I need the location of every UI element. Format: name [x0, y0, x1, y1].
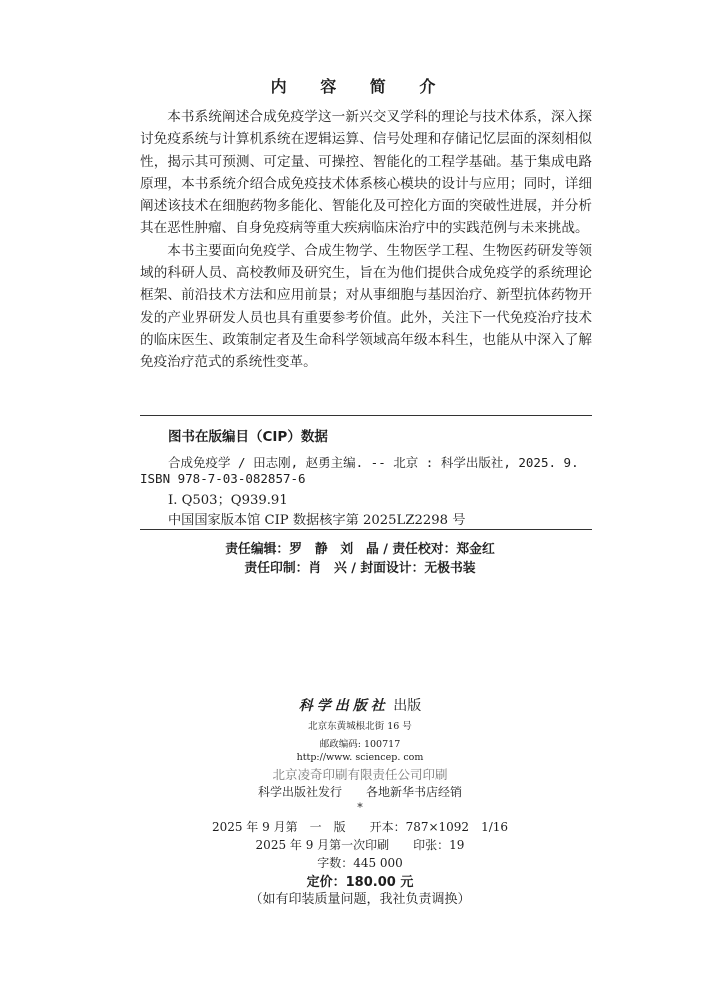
cip-catalog-text: 合成免疫学 / 田志刚, 赵勇主编. -- 北京 : 科学出版社, 2025. 9. — [168, 455, 579, 470]
intro-paragraph-1: 本书系统阐述合成免疫学这一新兴交叉学科的理论与技术体系，深入探讨免疫系统与计算机系统在逻辑运算、信号处理和存储记忆层面的深刻相似性，揭示其可预测、可定量、可操控、智能化的工程学基础。基于集成电路原理，本书系统介绍合成免疫技术体系核心模块的设计与应用；同时，详细阐述该技术在细胞药物多能化、智能化及可控化方面的突破性进展，并分析其在恶性肿瘤、自身免疫病等重大疾病临床治疗中的实践范例与未来挑战。 — [140, 109, 592, 237]
publisher-suffix: 出版 — [388, 698, 422, 714]
cip-bottom-rule — [140, 529, 592, 530]
word-count: 字数：445 000 — [317, 856, 403, 870]
cip-heading: 图书在版编目（CIP）数据 — [168, 429, 328, 445]
cip-top-rule — [140, 415, 592, 416]
quality-note: （如有印装质量问题，我社负责调换） — [249, 892, 471, 907]
publisher-postcode: 邮政编码: 100717 — [319, 739, 401, 750]
cip-classification: Ⅰ. Q503；Q939.91 — [168, 493, 288, 508]
cip-isbn-line — [140, 471, 306, 487]
intro-text — [140, 106, 592, 374]
intro-paragraph-2: 本书主要面向免疫学、合成生物学、生物医学工程、生物医药研发等领域的科研人员、高校教师及研究生，旨在为他们提供合成免疫学的系统理论框架、前沿技术方法和应用前景；对从事细胞与基因治疗、新型抗体药物开发的产业界研发人员也具有重要参考价值。此外，关注下一代免疫治疗技术的临床医生、政策制定者及生命科学领域高年级本科生，也能从中深入了解免疫治疗范式的系统性变革。 — [140, 242, 592, 371]
publisher-name: 科学出版社 — [298, 698, 389, 714]
edition-line-1: 2025 年 9 月第 一 版 开本：787×1092 1/16 — [211, 820, 509, 834]
publisher-url: http://www. sciencep. com — [296, 752, 424, 763]
price: 定价：180.00 元 — [306, 875, 414, 890]
cip-isbn-text: ISBN 978-7-03-082857-6 — [140, 471, 306, 486]
publisher-address: 北京东黄城根北街 16 号 — [308, 721, 412, 732]
staff-line-1: 责任编辑：罗 静 刘 晶 / 责任校对：郑金红 — [225, 542, 495, 557]
cip-record-number: 中国国家版本馆 CIP 数据核字第 2025LZ2298 号 — [168, 513, 466, 528]
publisher-line — [0, 695, 720, 715]
printer-line: 北京凌奇印刷有限责任公司印刷 — [272, 767, 448, 782]
edition-line-2: 2025 年 9 月第一次印刷 印张：19 — [255, 838, 465, 852]
distribution-line: 科学出版社发行 各地新华书店经销 — [257, 785, 462, 799]
cip-catalog-line — [168, 453, 579, 471]
separator-star: * — [357, 801, 363, 814]
intro-title: 内 容 简 介 — [270, 77, 450, 96]
staff-line-2: 责任印制：肖 兴 / 封面设计：无极书装 — [244, 561, 476, 576]
